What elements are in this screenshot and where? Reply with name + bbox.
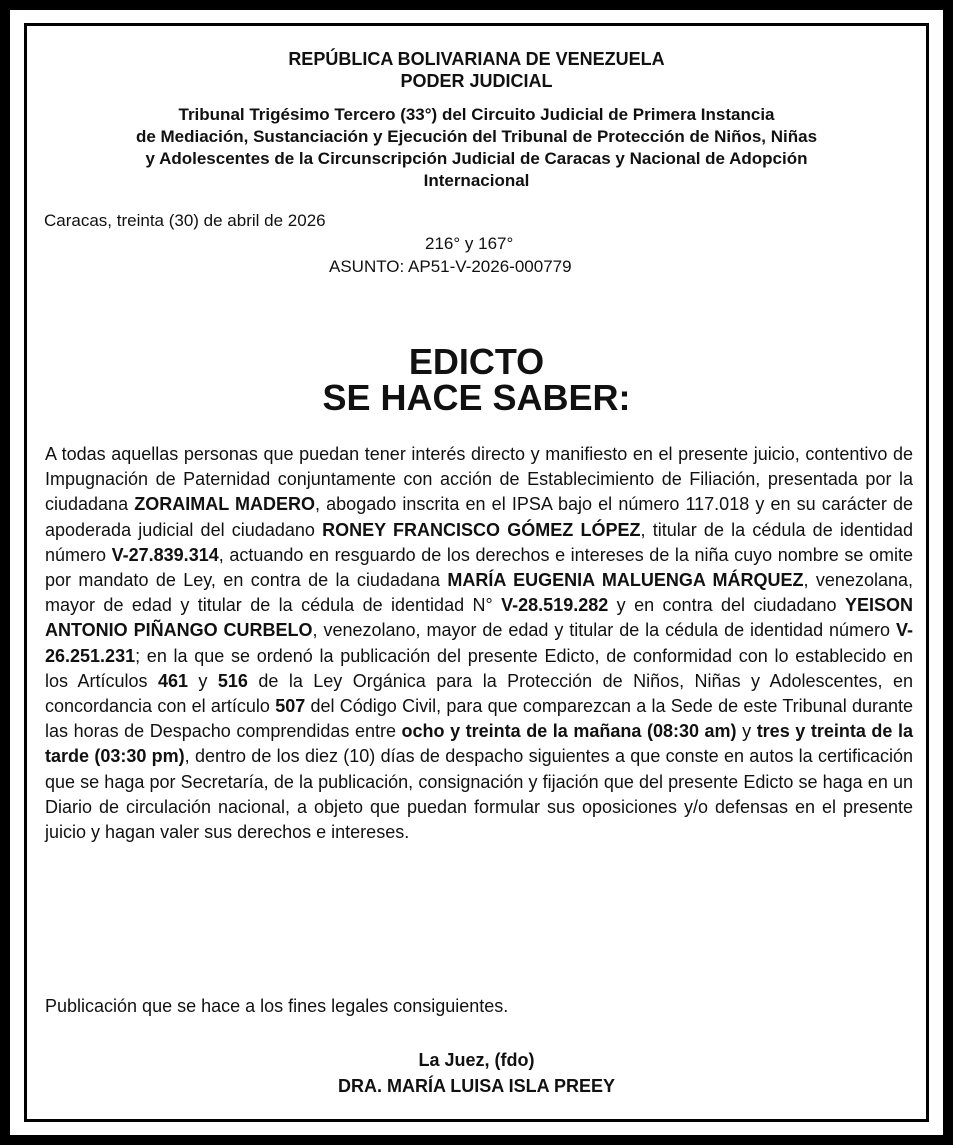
- article-number: 461: [157, 670, 188, 691]
- body-text: , venezolano, mayor de edad y titular de la cédula de identidad número: [312, 620, 896, 641]
- country-heading: REPÚBLICA BOLIVARIANA DE VENEZUELA: [288, 49, 665, 69]
- body-text: del Código Civil, para que comparezcan a la Sede de este Tribunal durante las horas de Despacho comprendidas entre: [45, 696, 913, 742]
- signature-name: DRA. MARÍA LUISA ISLA PREEY: [337, 1076, 615, 1096]
- body-text: y: [736, 721, 757, 742]
- notice-body: [45, 442, 913, 845]
- notice-header: [27, 48, 926, 92]
- defendant-id: V-28.519.282: [501, 595, 609, 616]
- body-text: de la Ley Orgánica para la Protección de Niños, Niñas y Adolescentes, en concordancia con el artículo: [45, 670, 913, 717]
- branch-heading: PODER JUDICIAL: [400, 71, 553, 91]
- lawyer-name: ZORAIMAL MADERO: [134, 494, 316, 515]
- notice-border: [24, 23, 929, 1122]
- plaintiff-name: RONEY FRANCISCO GÓMEZ LÓPEZ: [322, 519, 641, 540]
- plaintiff-id: V-27.839.314: [111, 544, 219, 565]
- body-text: , dentro de los diez (10) días de despacho siguientes a que conste en autos la certificación que se haga por Secretaría, de la publicación, consignación y fijación que del presente Edicto se haga en un Diario de circulación nacional, a objeto que puedan formular sus oposiciones y/o defensas en el presente juicio y hagan valer sus derechos e intereses.: [45, 746, 913, 843]
- years-line: 216° y 167°: [425, 234, 514, 253]
- body-text: A todas aquellas personas que puedan tener interés directo y manifiesto en el presente juicio, contentivo de Impugnación de Paternidad conjuntamente con acción de Establecimiento de Filiación, presentada por la ciudadana: [45, 444, 913, 515]
- body-text: , abogado inscrita en el IPSA bajo el número 117.018 y en su carácter de apoderada judicial del ciudadano: [45, 494, 913, 540]
- notice-title: [27, 341, 926, 418]
- court-line: y Adolescentes de la Circunscripción Judicial de Caracas y Nacional de Adopción: [145, 149, 808, 168]
- court-line: Internacional: [423, 171, 530, 190]
- body-text: y en contra del ciudadano: [608, 595, 845, 616]
- body-text: , titular de la cédula de identidad número: [45, 519, 913, 565]
- case-number: ASUNTO: AP51-V-2026-000779: [329, 257, 572, 276]
- hours-start: ocho y treinta de la mañana (08:30 am): [401, 721, 737, 742]
- body-text: ; en la que se ordenó la publicación del presente Edicto, de conformidad con lo establecido en los Artículos: [45, 645, 913, 691]
- body-text: , venezolana, mayor de edad y titular de la cédula de identidad N°: [45, 570, 913, 616]
- court-line: Tribunal Trigésimo Tercero (33°) del Circuito Judicial de Primera Instancia: [178, 105, 775, 124]
- title-edicto: EDICTO: [408, 341, 545, 382]
- court-line: de Mediación, Sustanciación y Ejecución del Tribunal de Protección de Niños, Niñas: [135, 127, 818, 146]
- edict-notice: [10, 10, 943, 1135]
- title-se-hace-saber: SE HACE SABER:: [322, 377, 631, 418]
- body-text: y: [187, 670, 218, 691]
- place-date: Caracas, treinta (30) de abril de 2026: [44, 211, 326, 230]
- body-text: , actuando en resguardo de los derechos e intereses de la niña cuyo nombre se omite por mandato de Ley, en contra de la ciudadana: [45, 544, 913, 591]
- signature-role: La Juez, (fdo): [418, 1050, 535, 1070]
- closing-statement: Publicación que se hace a los fines legales consiguientes.: [45, 996, 509, 1016]
- defendant-name: MARÍA EUGENIA MALUENGA MÁRQUEZ: [447, 570, 804, 591]
- second-defendant-name: YEISON ANTONIO PIÑANGO CURBELO: [45, 595, 913, 641]
- article-number: 516: [217, 670, 248, 691]
- article-number: 507: [275, 696, 306, 717]
- signature-block: [27, 1047, 926, 1099]
- second-defendant-id: V-26.251.231: [45, 620, 913, 666]
- hours-end: tres y treinta de la tarde (03:30 pm): [45, 721, 913, 767]
- court-name: [67, 104, 886, 192]
